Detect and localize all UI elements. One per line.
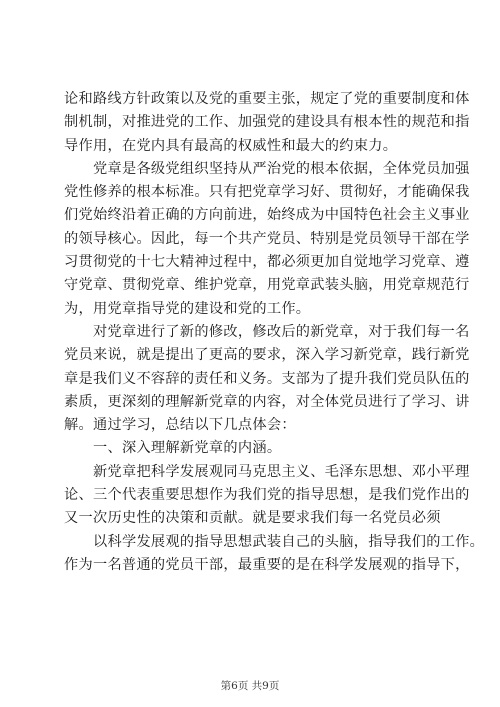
text-line: 习贯彻党的十七大精神过程中，都必须更加自觉地学习党章、遵: [64, 254, 470, 271]
body-text: [64, 88, 485, 577]
text-line: 对党章进行了新的修改，修改后的新党章，对于我们每一名: [64, 323, 470, 340]
text-line: 新党章把科学发展观同马克思主义、毛泽东思想、邓小平理: [64, 463, 470, 480]
text-line: 的领导核心。因此，每一个共产党员、特别是党员领导干部在学: [64, 230, 470, 247]
text-line: 们党始终沿着正确的方向前进，始终成为中国特色社会主义事业: [64, 207, 470, 224]
text-line: 守党章、贯彻党章、维护党章，用党章武装头脑，用党章规范行: [64, 277, 470, 294]
text-line: 以科学发展观的指导思想武装自己的头脑，指导我们的工作。: [64, 533, 485, 550]
text-line: 党章是各级党组织坚持从严治党的根本依据，全体党员加强: [64, 160, 470, 177]
text-line: 党性修养的根本标准。只有把党章学习好、贯彻好，才能确保我: [64, 184, 470, 201]
text-line: 论、三个代表重要思想作为我们党的指导思想，是我们党作出的: [64, 487, 470, 504]
text-line: 党员来说，就是提出了更高的要求，深入学习新党章，践行新党: [64, 347, 470, 364]
text-line: 导作用，在党内具有最高的权威性和最大的约束力。: [64, 137, 398, 154]
text-line: 又一次历史性的决策和贡献。就是要求我们每一名党员必须: [64, 510, 441, 527]
text-line: 作为一名普通的党员干部，最重要的是在科学发展观的指导下，: [64, 556, 470, 573]
text-line: 素质，更深刻的理解新党章的内容，对全体党员进行了学习、讲: [64, 393, 470, 410]
text-line: 论和路线方针政策以及党的重要主张，规定了党的重要制度和体: [64, 91, 470, 107]
text-line: 为，用党章指导党的建设和党的工作。: [64, 300, 311, 317]
text-line: 制机制，对推进党的工作、加强党的建设具有根本性的规范和指: [64, 114, 470, 131]
page-number-footer: 第6页 共9页: [220, 680, 280, 692]
text-line: 解。通过学习，总结以下几点体会：: [64, 417, 296, 434]
text-line: 一、深入理解新党章的内涵。: [64, 440, 282, 457]
text-line: 章是我们义不容辞的责任和义务。支部为了提升我们党员队伍的: [64, 370, 470, 387]
